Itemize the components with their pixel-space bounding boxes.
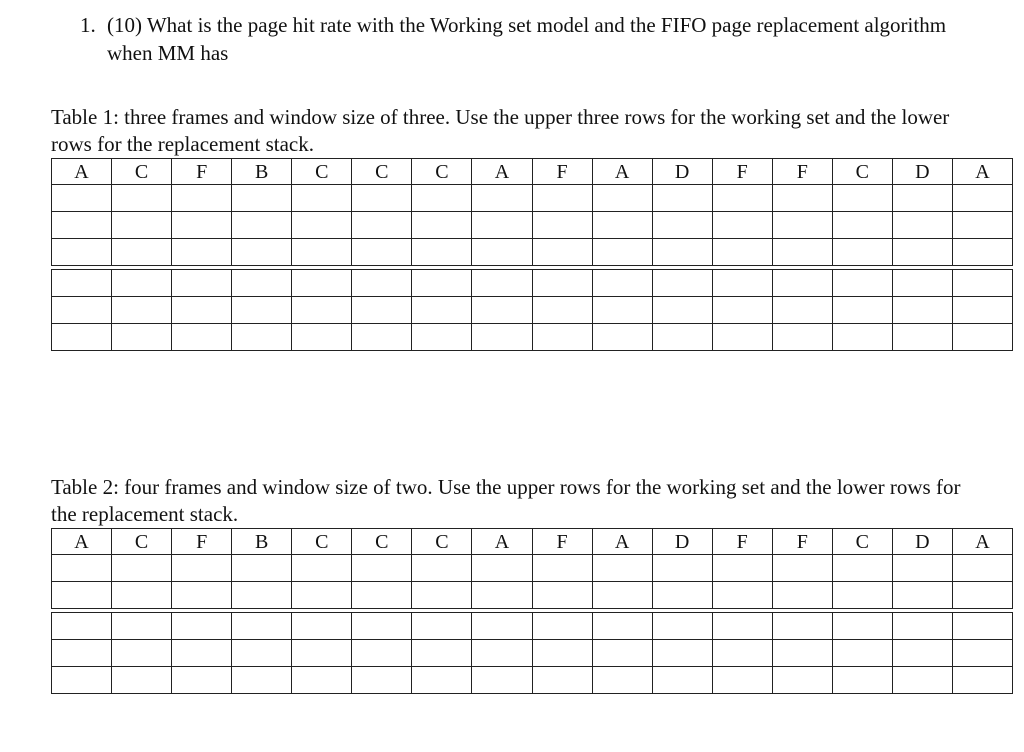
replacement-stack-row-cell[interactable] [592,270,652,297]
working-set-row-cell[interactable] [52,555,112,582]
working-set-row-cell[interactable] [412,185,472,212]
working-set-row-cell[interactable] [532,185,592,212]
working-set-row-cell[interactable] [412,212,472,239]
working-set-row-cell[interactable] [892,212,952,239]
replacement-stack-row [52,667,1013,694]
working-set-row-cell[interactable] [532,555,592,582]
working-set-row-cell[interactable] [592,185,652,212]
reference-cell: F [172,159,232,185]
replacement-stack-row-cell[interactable] [892,270,952,297]
reference-cell: D [892,159,952,185]
replacement-stack-row-cell[interactable] [712,324,772,351]
replacement-stack-row-cell[interactable] [472,270,532,297]
working-set-row-cell[interactable] [892,185,952,212]
working-set-row-cell[interactable] [832,239,892,266]
table-1-grid [51,158,1013,351]
working-set-row-cell[interactable] [652,582,712,609]
replacement-stack-row-cell[interactable] [892,297,952,324]
replacement-stack-row-cell[interactable] [952,270,1012,297]
reference-cell: F [172,529,232,555]
replacement-stack-row-cell[interactable] [412,324,472,351]
replacement-stack-row-cell[interactable] [712,270,772,297]
replacement-stack-row-cell[interactable] [52,270,112,297]
working-set-row [52,582,1013,609]
reference-cell: C [292,529,352,555]
replacement-stack-row-cell[interactable] [832,640,892,667]
working-set-row-cell[interactable] [412,239,472,266]
replacement-stack-row-cell[interactable] [772,613,832,640]
working-set-row-cell[interactable] [412,582,472,609]
replacement-stack-row [52,297,1013,324]
working-set-row-cell[interactable] [112,212,172,239]
working-set-row-cell[interactable] [172,582,232,609]
replacement-stack-row-cell[interactable] [292,297,352,324]
working-set-row-cell[interactable] [952,555,1012,582]
replacement-stack-row-cell[interactable] [52,297,112,324]
reference-string-row [52,159,1013,185]
replacement-stack-row-cell[interactable] [172,640,232,667]
replacement-stack-row-cell[interactable] [172,270,232,297]
replacement-stack-row [52,640,1013,667]
replacement-stack-row-cell[interactable] [892,613,952,640]
working-set-row [52,555,1013,582]
replacement-stack-row-cell[interactable] [712,613,772,640]
working-set-row-cell[interactable] [712,185,772,212]
replacement-stack-row-cell[interactable] [232,324,292,351]
working-set-row-cell[interactable] [112,582,172,609]
replacement-stack-row-cell[interactable] [532,640,592,667]
replacement-stack-row-cell[interactable] [52,640,112,667]
replacement-stack-row-cell[interactable] [832,324,892,351]
replacement-stack-row-cell[interactable] [472,667,532,694]
replacement-stack-row-cell[interactable] [592,640,652,667]
working-set-row [52,239,1013,266]
reference-cell: F [532,159,592,185]
replacement-stack-row-cell[interactable] [832,270,892,297]
replacement-stack-row-cell[interactable] [952,297,1012,324]
replacement-stack-row-cell[interactable] [232,640,292,667]
replacement-stack-row-cell[interactable] [52,324,112,351]
reference-cell: A [52,529,112,555]
working-set-row-cell[interactable] [532,212,592,239]
replacement-stack-row-cell[interactable] [112,667,172,694]
working-set-row-cell[interactable] [772,212,832,239]
working-set-row-cell[interactable] [352,555,412,582]
working-set-row-cell[interactable] [232,212,292,239]
reference-string-row [52,529,1013,555]
working-set-row-cell[interactable] [292,212,352,239]
working-set-row-cell[interactable] [172,185,232,212]
working-set-row-cell[interactable] [472,239,532,266]
working-set-row-cell[interactable] [772,239,832,266]
working-set-row-cell[interactable] [532,239,592,266]
reference-cell: A [952,159,1012,185]
working-set-row-cell[interactable] [652,212,712,239]
working-set-row-cell[interactable] [352,185,412,212]
working-set-row-cell[interactable] [292,555,352,582]
replacement-stack-row-cell[interactable] [532,270,592,297]
replacement-stack-row-cell[interactable] [892,324,952,351]
working-set-row-cell[interactable] [472,555,532,582]
replacement-stack-row-cell[interactable] [772,667,832,694]
replacement-stack-row-cell[interactable] [412,640,472,667]
replacement-stack-row-cell[interactable] [592,297,652,324]
replacement-stack-row-cell[interactable] [952,613,1012,640]
working-set-row-cell[interactable] [172,239,232,266]
working-set-row-cell[interactable] [952,239,1012,266]
reference-cell: F [772,159,832,185]
replacement-stack-row [52,270,1013,297]
replacement-stack-row-cell[interactable] [952,640,1012,667]
working-set-row-cell[interactable] [892,555,952,582]
table-2-caption-label: Table 2: [51,475,119,499]
replacement-stack-row-cell[interactable] [112,270,172,297]
replacement-stack-row-cell[interactable] [532,613,592,640]
replacement-stack-row-cell[interactable] [232,270,292,297]
reference-cell: A [592,159,652,185]
replacement-stack-row-cell[interactable] [232,667,292,694]
replacement-stack-row-cell[interactable] [952,667,1012,694]
reference-cell: F [532,529,592,555]
replacement-stack-row-cell[interactable] [352,297,412,324]
question-number: 1. [80,13,96,37]
replacement-stack-row-cell[interactable] [532,324,592,351]
replacement-stack-row-cell[interactable] [352,640,412,667]
working-set-row-cell[interactable] [712,555,772,582]
reference-cell: A [52,159,112,185]
table-1-caption-label: Table 1: [51,105,119,129]
working-set-row-cell[interactable] [232,582,292,609]
reference-cell: F [772,529,832,555]
replacement-stack-row-cell[interactable] [772,324,832,351]
working-set-row-cell[interactable] [52,212,112,239]
replacement-stack-row-cell[interactable] [832,297,892,324]
replacement-stack-row-cell[interactable] [472,640,532,667]
replacement-stack-row-cell[interactable] [172,324,232,351]
reference-cell: F [712,159,772,185]
replacement-stack-row-cell[interactable] [412,613,472,640]
working-set-row-cell[interactable] [292,239,352,266]
replacement-stack-row-cell[interactable] [232,613,292,640]
working-set-row-cell[interactable] [472,582,532,609]
working-set-row-cell[interactable] [472,185,532,212]
reference-cell: A [472,529,532,555]
working-set-row-cell[interactable] [652,239,712,266]
working-set-row-cell[interactable] [232,239,292,266]
reference-cell: C [292,159,352,185]
replacement-stack-row-cell[interactable] [412,667,472,694]
working-set-row-cell[interactable] [952,185,1012,212]
question [80,11,980,67]
working-set-row-cell[interactable] [832,212,892,239]
working-set-row-cell[interactable] [772,185,832,212]
replacement-stack-row-cell[interactable] [652,613,712,640]
working-set-row-cell[interactable] [832,185,892,212]
replacement-stack-row-cell[interactable] [352,324,412,351]
replacement-stack-row-cell[interactable] [652,667,712,694]
replacement-stack-row [52,324,1013,351]
replacement-stack-row-cell[interactable] [652,324,712,351]
replacement-stack-row-cell[interactable] [52,667,112,694]
working-set-row-cell[interactable] [112,555,172,582]
working-set-row-cell[interactable] [592,239,652,266]
replacement-stack-row-cell[interactable] [652,297,712,324]
reference-cell: C [352,159,412,185]
replacement-stack-row-cell[interactable] [472,297,532,324]
reference-cell: C [112,529,172,555]
working-set-row-cell[interactable] [592,555,652,582]
reference-cell: C [352,529,412,555]
replacement-stack-row-cell[interactable] [652,640,712,667]
working-set-row-cell[interactable] [952,582,1012,609]
working-set-row-cell[interactable] [52,185,112,212]
replacement-stack-row-cell[interactable] [772,297,832,324]
replacement-stack-row-cell[interactable] [112,324,172,351]
working-set-row-cell[interactable] [712,582,772,609]
replacement-stack-row-cell[interactable] [712,640,772,667]
replacement-stack-row-cell[interactable] [832,613,892,640]
replacement-stack-row-cell[interactable] [292,667,352,694]
working-set-row-cell[interactable] [352,582,412,609]
replacement-stack-row-cell[interactable] [292,324,352,351]
reference-cell: A [592,529,652,555]
reference-cell: B [232,529,292,555]
working-set-row-cell[interactable] [292,582,352,609]
working-set-row [52,212,1013,239]
replacement-stack-row-cell[interactable] [772,640,832,667]
replacement-stack-row-cell[interactable] [832,667,892,694]
replacement-stack-row-cell[interactable] [652,270,712,297]
working-set-row-cell[interactable] [832,555,892,582]
reference-cell: F [712,529,772,555]
working-set-row-cell[interactable] [472,212,532,239]
replacement-stack-row-cell[interactable] [292,270,352,297]
reference-cell: B [232,159,292,185]
working-set-row-cell[interactable] [412,555,472,582]
reference-cell: C [412,159,472,185]
replacement-stack-row-cell[interactable] [172,613,232,640]
replacement-stack-row-cell[interactable] [472,613,532,640]
working-set-row-cell[interactable] [292,185,352,212]
table-2-caption-text: four frames and window size of two. Use the upper rows for the working set and the lower rows for the replacement stack. [51,475,961,526]
working-set-row-cell[interactable] [172,555,232,582]
reference-cell: D [892,529,952,555]
working-set-row-cell[interactable] [232,555,292,582]
working-set-row-cell[interactable] [952,212,1012,239]
working-set-row-cell[interactable] [232,185,292,212]
replacement-stack-row-cell[interactable] [592,667,652,694]
working-set-row-cell[interactable] [532,582,592,609]
replacement-stack-row-cell[interactable] [292,640,352,667]
replacement-stack-row-cell[interactable] [172,297,232,324]
reference-cell: A [472,159,532,185]
working-set-row-cell[interactable] [832,582,892,609]
replacement-stack-row-cell[interactable] [952,324,1012,351]
table-2-grid [51,528,1013,694]
reference-cell: D [652,529,712,555]
working-set-row-cell[interactable] [172,212,232,239]
replacement-stack-row-cell[interactable] [532,297,592,324]
replacement-stack-row-cell[interactable] [352,613,412,640]
replacement-stack-row-cell[interactable] [112,613,172,640]
reference-cell: D [652,159,712,185]
replacement-stack-row-cell[interactable] [412,270,472,297]
replacement-stack-row-cell[interactable] [292,613,352,640]
table-1-caption-text: three frames and window size of three. Use the upper three rows for the working set and the lower rows for the replacement stack. [51,105,950,156]
reference-cell: C [832,529,892,555]
table-2-caption [51,474,981,528]
working-set-row-cell[interactable] [772,582,832,609]
working-set-row-cell[interactable] [592,212,652,239]
reference-cell: A [952,529,1012,555]
replacement-stack-row-cell[interactable] [772,270,832,297]
working-set-row-cell[interactable] [652,185,712,212]
working-set-row-cell[interactable] [52,239,112,266]
working-set-row-cell[interactable] [592,582,652,609]
replacement-stack-row-cell[interactable] [52,613,112,640]
reference-cell: C [412,529,472,555]
replacement-stack-row-cell[interactable] [232,297,292,324]
replacement-stack-row-cell[interactable] [712,297,772,324]
replacement-stack-row-cell[interactable] [352,270,412,297]
reference-cell: C [832,159,892,185]
replacement-stack-row-cell[interactable] [112,297,172,324]
working-set-row-cell[interactable] [112,239,172,266]
working-set-row-cell[interactable] [352,212,412,239]
working-set-row-cell[interactable] [112,185,172,212]
replacement-stack-row-cell[interactable] [112,640,172,667]
working-set-row-cell[interactable] [712,239,772,266]
working-set-row [52,185,1013,212]
question-text: (10) What is the page hit rate with the Working set model and the FIFO page replacement algorithm when MM has [107,13,947,65]
working-set-row-cell[interactable] [772,555,832,582]
replacement-stack-row-cell[interactable] [892,640,952,667]
replacement-stack-row-cell[interactable] [172,667,232,694]
working-set-row-cell[interactable] [892,582,952,609]
replacement-stack-row-cell[interactable] [352,667,412,694]
working-set-row-cell[interactable] [52,582,112,609]
replacement-stack-row-cell[interactable] [472,324,532,351]
replacement-stack-row-cell[interactable] [892,667,952,694]
working-set-row-cell[interactable] [352,239,412,266]
reference-cell: C [112,159,172,185]
working-set-row-cell[interactable] [712,212,772,239]
replacement-stack-row-cell[interactable] [712,667,772,694]
replacement-stack-row-cell[interactable] [532,667,592,694]
table-1-caption [51,104,981,158]
working-set-row-cell[interactable] [892,239,952,266]
working-set-row-cell[interactable] [652,555,712,582]
replacement-stack-row-cell[interactable] [412,297,472,324]
replacement-stack-row [52,613,1013,640]
replacement-stack-row-cell[interactable] [592,613,652,640]
replacement-stack-row-cell[interactable] [592,324,652,351]
